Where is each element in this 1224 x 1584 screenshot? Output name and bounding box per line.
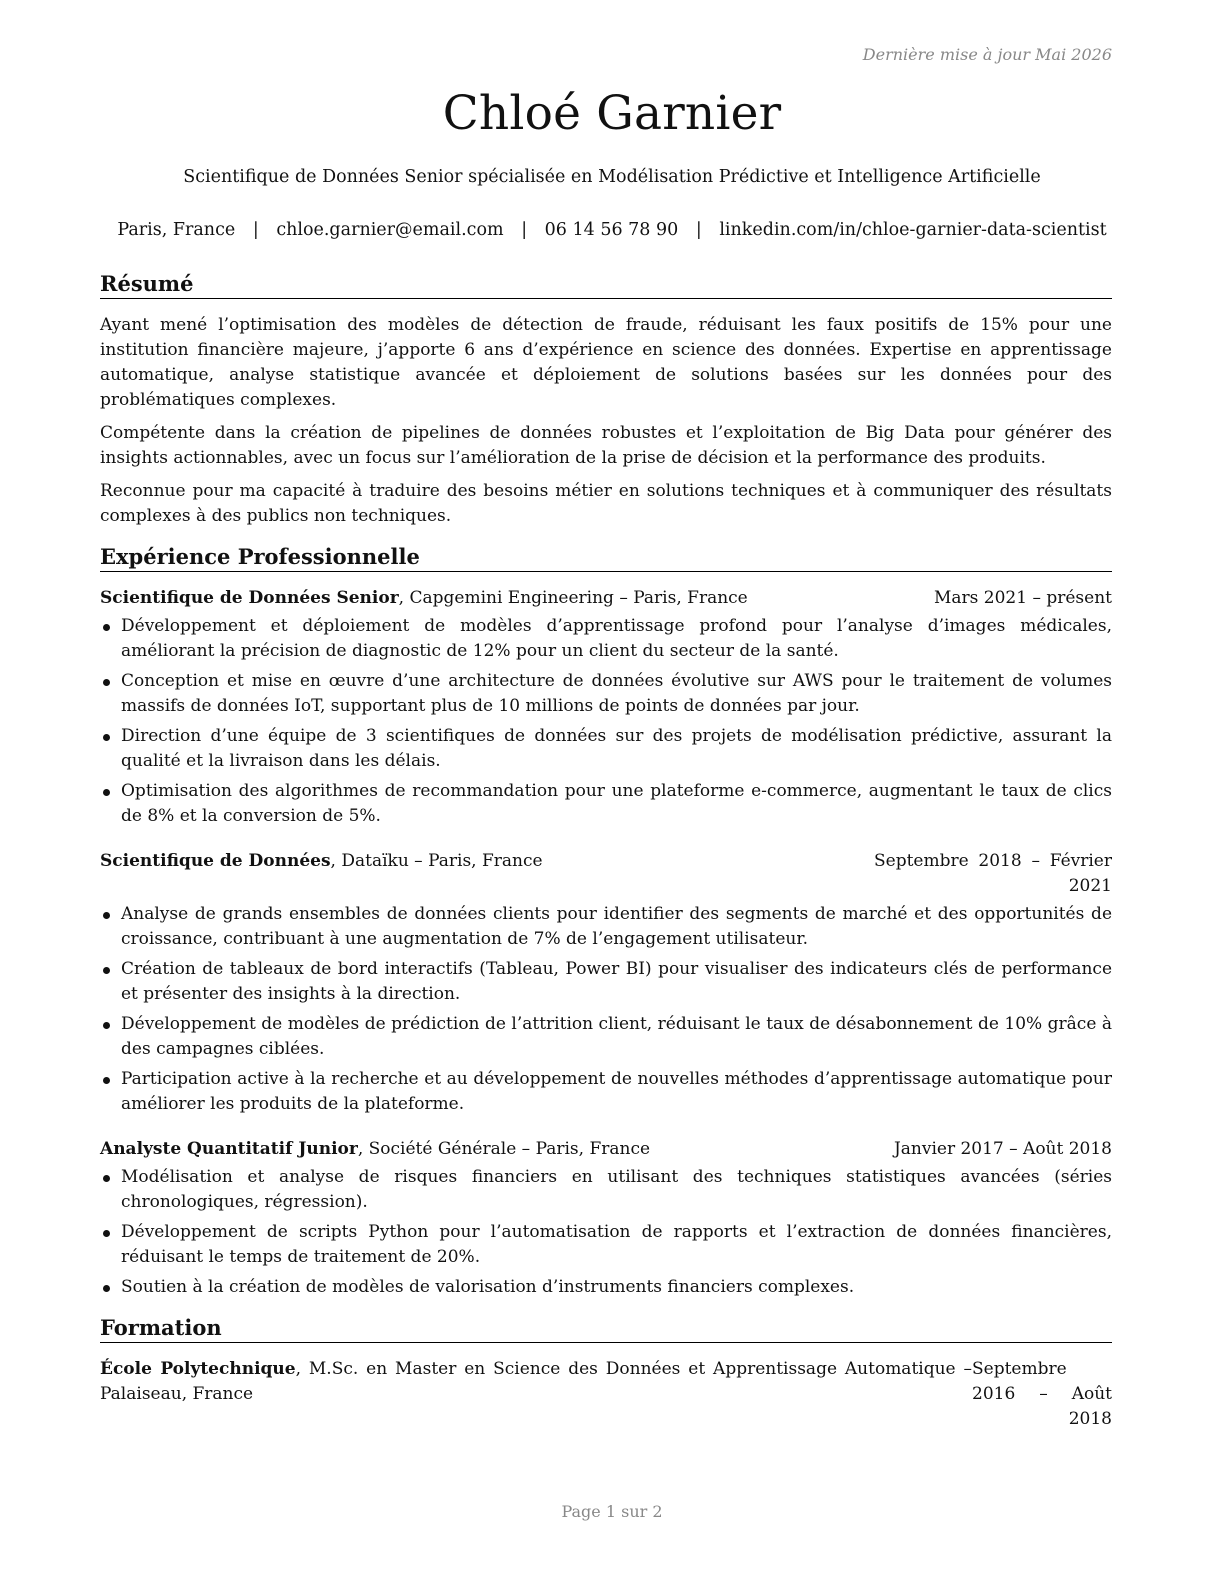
job-company: , Société Générale – Paris, France xyxy=(357,1139,651,1159)
job-bullet: Soutien à la création de modèles de valorisation d’instruments financiers complexes. xyxy=(100,1275,1112,1300)
education-school: École Polytechnique xyxy=(100,1359,296,1379)
summary-paragraph: Reconnue pour ma capacité à traduire des besoins métier en solutions techniques et à communiquer des résultats complexes à des publics non techniques. xyxy=(100,481,1112,526)
section-title-education: Formation xyxy=(100,1314,1112,1343)
job-company: , Capgemini Engineering – Paris, France xyxy=(398,588,748,608)
contact-separator: | xyxy=(521,220,528,240)
job-bullet: Participation active à la recherche et au développement de nouvelles méthodes d’apprentissage automatique pour améliorer les produits de la plateforme. xyxy=(100,1067,1112,1117)
section-title-experience: Expérience Professionnelle xyxy=(100,543,1112,572)
job-header xyxy=(100,1137,1112,1162)
job-header xyxy=(100,586,1112,611)
resume-content xyxy=(100,270,1112,1446)
education-degree: , M.Sc. en Master en Science des Données et Apprentissage Automatique – Palaiseau, France xyxy=(100,1359,972,1404)
contact-phone: 06 14 56 78 90 xyxy=(544,220,679,240)
job-header xyxy=(100,849,1112,899)
job-bullet: Développement de scripts Python pour l’automatisation de rapports et l’extraction de données financières, réduisant le temps de traitement de 20%. xyxy=(100,1220,1112,1270)
last-updated: Dernière mise à jour Mai 2026 xyxy=(862,45,1112,64)
contact-separator: | xyxy=(252,220,259,240)
contact-location: Paris, France xyxy=(117,220,236,240)
job-bullet: Direction d’une équipe de 3 scientifiques de données sur des projets de modélisation prédictive, assurant la qualité et la livraison dans les délais. xyxy=(100,724,1112,774)
job-company: , Dataïku – Paris, France xyxy=(330,851,543,871)
job-entry xyxy=(100,849,1112,1117)
job-bullet: Création de tableaux de bord interactifs (Tableau, Power BI) pour visualiser des indicateurs clés de performance et présenter des insights à la direction. xyxy=(100,957,1112,1007)
summary-paragraph: Compétente dans la création de pipelines de données robustes et l’exploitation de Big Data pour générer des insights actionnables, avec un focus sur l’amélioration de la prise de décision et la performance des produits. xyxy=(100,423,1112,468)
job-entry xyxy=(100,586,1112,829)
job-bullet: Conception et mise en œuvre d’une architecture de données évolutive sur AWS pour le traitement de volumes massifs de données IoT, supportant plus de 10 millions de points de données par jour. xyxy=(100,669,1112,719)
job-bullet: Développement de modèles de prédiction de l’attrition client, réduisant le taux de désabonnement de 10% grâce à des campagnes ciblées. xyxy=(100,1012,1112,1062)
page-number: Page 1 sur 2 xyxy=(561,1502,663,1521)
job-bullet: Modélisation et analyse de risques financiers en utilisant des techniques statistiques avancées (séries chronologiques, régression). xyxy=(100,1165,1112,1215)
job-role: Analyste Quantitatif Junior xyxy=(100,1139,358,1159)
job-dates: Septembre 2018 – Février 2021 xyxy=(874,851,1112,896)
experience-section xyxy=(100,543,1112,1300)
job-bullets xyxy=(100,902,1112,1117)
job-bullet: Développement et déploiement de modèles d’apprentissage profond pour l’analyse d’images médicales, améliorant la précision de diagnostic de 12% pour un client du secteur de la santé. xyxy=(100,614,1112,664)
section-title-summary: Résumé xyxy=(100,270,1112,299)
candidate-name: Chloé Garnier xyxy=(442,86,782,141)
education-section xyxy=(100,1314,1112,1432)
job-role: Scientifique de Données Senior xyxy=(100,588,399,608)
summary-section xyxy=(100,270,1112,529)
job-bullets xyxy=(100,614,1112,829)
contact-line xyxy=(0,220,1224,240)
contact-separator: | xyxy=(695,220,702,240)
job-bullet: Optimisation des algorithmes de recommandation pour une plateforme e-commerce, augmentant le taux de clics de 8% et la conversion de 5%. xyxy=(100,779,1112,829)
job-bullet: Analyse de grands ensembles de données clients pour identifier des segments de marché et des opportunités de croissance, contribuant à une augmentation de 7% de l’engagement utilisateur. xyxy=(100,902,1112,952)
contact-linkedin[interactable]: linkedin.com/in/chloe-garnier-data-scientist xyxy=(719,220,1107,240)
contact-email[interactable]: chloe.garnier@email.com xyxy=(276,220,504,240)
education-entry xyxy=(100,1357,1112,1432)
headline: Scientifique de Données Senior spécialisée en Modélisation Prédictive et Intelligence Artificielle xyxy=(183,167,1041,187)
job-entry xyxy=(100,1137,1112,1300)
job-role: Scientifique de Données xyxy=(100,851,331,871)
job-dates: Janvier 2017 – Août 2018 xyxy=(893,1139,1112,1159)
summary-paragraph: Ayant mené l’optimisation des modèles de détection de fraude, réduisant les faux positifs de 15% pour une institution financière majeure, j’apporte 6 ans d’expérience en science des données. Expertise en apprentissage automatique, analyse statistique avancée et déploiement de solutions basées sur les données pour des problématiques complexes. xyxy=(100,315,1112,410)
job-bullets xyxy=(100,1165,1112,1300)
education-dates: Septembre 2016 – Août 2018 xyxy=(972,1359,1112,1429)
job-dates: Mars 2021 – présent xyxy=(933,588,1112,608)
